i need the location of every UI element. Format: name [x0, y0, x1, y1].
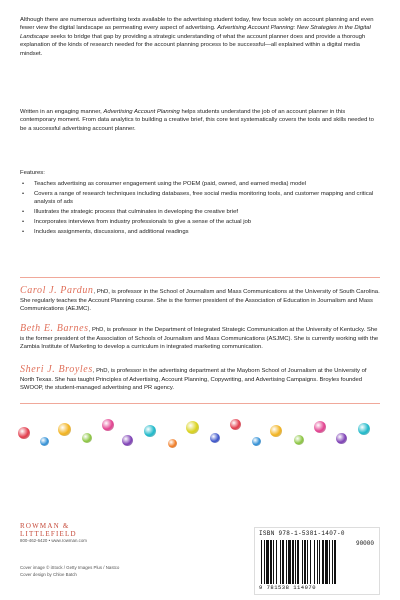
author-bio-broyles	[20, 366, 382, 393]
isbn-label: ISBN 978-1-5381-1407-0	[259, 530, 345, 537]
barcode-bar	[332, 540, 333, 584]
paper-ball	[314, 421, 326, 433]
bullet-icon: •	[22, 219, 25, 226]
isbn-barcode-box	[254, 527, 380, 595]
feature-text: Illustrates the strategic process that culminates in developing the creative brief	[34, 209, 238, 216]
paper-ball	[270, 425, 282, 437]
publisher-block	[20, 522, 190, 544]
feature-text: Teaches advertising as consumer engagement using the POEM (paid, owned, and earned media) model	[34, 181, 307, 187]
book-title-italic: Advertising Account Planning: New Strategies in the Digital Landscape	[20, 25, 371, 40]
barcode-bar	[319, 540, 320, 584]
barcode-bar	[317, 540, 318, 584]
divider-top	[20, 277, 380, 278]
barcode-bar	[282, 540, 284, 584]
bullet-icon: •	[22, 181, 25, 187]
paper-ball	[144, 425, 156, 437]
paper-ball	[358, 423, 370, 435]
barcode-bar	[334, 540, 336, 584]
publisher-contact: 800-462-6420 • www.rowman.com	[20, 538, 87, 543]
feature-text: Includes assignments, discussions, and additional readings	[34, 229, 189, 236]
paper-ball	[18, 427, 30, 439]
feature-item	[20, 180, 380, 188]
barcode-bar	[304, 540, 306, 584]
feature-item	[20, 190, 380, 207]
price-code: 90000	[355, 540, 374, 547]
barcode-bar	[266, 540, 269, 584]
paper-ball	[186, 421, 199, 434]
barcode-bar	[297, 540, 299, 584]
author-bio-text: , PhD, is professor in the School of Journalism and Mass Communications at the University of South Carolina. She regularly teaches the Account Planning course. She is the former president of the Association of Education in Journalism and Mass Communications (AEJMC).	[20, 289, 380, 313]
bullet-icon: •	[22, 229, 25, 236]
barcode-icon	[259, 540, 375, 584]
features-list	[20, 180, 380, 238]
barcode-number: 9 781538 114070	[259, 584, 317, 591]
author-bio-barnes	[20, 325, 382, 352]
barcode-bar	[270, 540, 272, 584]
paper-ball	[58, 423, 71, 436]
barcode-bar	[261, 540, 262, 584]
paper-ball	[102, 419, 114, 431]
paragraph-text: Although there are numerous advertising texts available to the advertising student today, few focus solely on account planning and even fewer view the digital landscape as permeating every aspect of advertising.	[20, 17, 374, 32]
cover-design-credit: Cover design by Chloe Batch	[20, 571, 77, 577]
feature-item	[20, 228, 380, 236]
author-name: Beth E. Barnes	[20, 323, 89, 334]
divider-bottom	[20, 403, 380, 404]
publisher-logo-line: ROWMAN &	[20, 522, 70, 530]
paragraph-text: helps students understand the job of an account planner in this contemporary moment. From data analytics to building a creative brief, this core text systematically covers the tools and skills needed to be a successful advertising account planner.	[20, 109, 374, 132]
paper-ball	[40, 437, 49, 446]
author-bio-text: , PhD, is professor in the Department of Integrated Strategic Communication at the University of Kentucky. She is the former president of the Association of Schools of Journalism and Mass Communications (ASJMC). She is currently working with the Zambia Institute of Marketing to develop a curriculum in integrated marketing communication.	[20, 327, 379, 351]
barcode-bar	[310, 540, 311, 584]
paragraph-text: Written in an engaging manner,	[20, 109, 104, 115]
author-name: Carol J. Pardun	[20, 285, 94, 296]
bullet-icon: •	[22, 191, 25, 197]
barcode-bar	[273, 540, 274, 584]
feature-text: Incorporates interviews from industry professionals to give a sense of the actual job	[34, 219, 252, 226]
paper-ball	[252, 437, 261, 446]
paper-ball	[336, 433, 347, 444]
barcode-bar	[322, 540, 324, 584]
barcode-bar	[329, 540, 330, 584]
feature-item	[20, 218, 380, 226]
barcode-bar	[325, 540, 328, 584]
paper-ball	[82, 433, 92, 443]
paper-ball	[210, 433, 220, 443]
barcode-bar	[302, 540, 303, 584]
barcode-bar	[295, 540, 296, 584]
features-heading: Features:	[20, 170, 45, 176]
paragraph-text: seeks to bridge that gap by providing a strategic understanding of what the account planner does and provide a thorough explanation of the kinds of research needed for the account planning process to be successful—all explained within a digital media mindset.	[20, 33, 366, 57]
feature-item	[20, 208, 380, 216]
barcode-bar	[280, 540, 281, 584]
cover-image-credit: Cover image © iStock / Getty Images Plus / Nastco	[20, 565, 120, 570]
bullet-icon: •	[22, 209, 25, 216]
cover-credits	[20, 565, 119, 578]
paper-ball	[230, 419, 241, 430]
description-paragraph-2	[20, 108, 380, 133]
barcode-bar	[292, 540, 294, 584]
feature-text: Covers a range of research techniques including databases, free social media monitoring tools, and customer mapping and critical analysis of ads	[34, 191, 374, 206]
paper-ball	[168, 439, 177, 448]
barcode-bar	[276, 540, 277, 584]
publisher-logo-line: LITTLEFIELD	[20, 530, 77, 538]
barcode-bar	[314, 540, 315, 584]
author-bio-text: , PhD, is professor in the advertising department at the Mayborn School of Journalism at the University of North Texas. She has taught Principles of Advertising, Account Planning, Copywriting, and Advertising Campaigns. Broyles founded SWOOP, the student-managed advertising and PR agency.	[20, 368, 367, 392]
barcode-bar	[264, 540, 265, 584]
author-bio-pardun	[20, 287, 382, 314]
author-name: Sheri J. Broyles	[20, 364, 93, 375]
publisher-logo	[20, 522, 190, 538]
description-paragraph-1	[20, 16, 380, 58]
barcode-bar	[286, 540, 287, 584]
paper-ball	[294, 435, 304, 445]
barcode-bar	[307, 540, 308, 584]
crumpled-paper-balls-image	[18, 415, 382, 455]
book-title-italic: Advertising Account Planning	[103, 109, 180, 115]
paper-ball	[122, 435, 133, 446]
barcode-bar	[288, 540, 291, 584]
